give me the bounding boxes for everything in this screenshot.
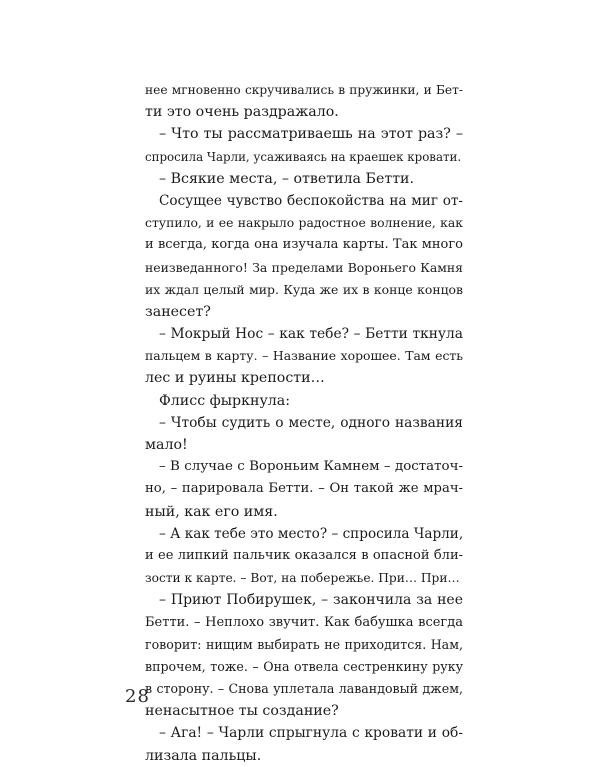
- text-line: ти это очень раздражало.: [145, 104, 339, 121]
- text-line: – Что ты рассматриваешь на этот раз? –: [159, 126, 463, 143]
- text-line: – А как тебе это место? – спросила Чарли,: [159, 525, 464, 542]
- text-line: и ее липкий пальчик оказался в опасной бли-: [145, 547, 463, 563]
- text-line: в сторону. – Снова уплетала лавандовый джем,: [145, 681, 463, 697]
- text-line: – Ага! – Чарли спрыгнула с кровати и об-: [159, 725, 463, 742]
- text-line: Сосущее чувство беспокойства на миг от-: [159, 192, 463, 209]
- text-line: – Всякие места, – ответила Бетти.: [159, 170, 415, 187]
- text-line: Бетти. – Неплохо звучит. Как бабушка всегда: [145, 614, 463, 630]
- text-line: ступило, и ее накрыло радостное волнение, как: [145, 215, 463, 231]
- text-line: – Чтобы судить о месте, одного названия: [159, 414, 463, 431]
- text-line: ный, как его имя.: [145, 503, 278, 520]
- text-line: неизведанного! За пределами Вороньего Камня: [145, 259, 463, 275]
- text-line: Флисс фыркнула:: [159, 392, 291, 409]
- text-line: зости к карте. – Вот, на побережье. При… При…: [145, 571, 460, 586]
- text-line: ненасытное ты создание?: [145, 703, 339, 720]
- text-line: занесет?: [145, 303, 211, 320]
- text-line: спросила Чарли, усаживаясь на краешек кровати.: [145, 149, 462, 164]
- text-line: – Приют Побирушек, – закончила за нее: [159, 592, 463, 609]
- text-line: нее мгновенно скручивались в пружинки, и Бет-: [145, 83, 463, 97]
- page-number: 28: [125, 686, 150, 707]
- text-line: пальцем в карту. – Название хорошее. Там есть: [145, 348, 463, 364]
- text-line: лес и руины крепости…: [145, 370, 325, 387]
- text-line: впрочем, тоже. – Она отвела сестренкину руку: [145, 658, 463, 674]
- text-line: и всегда, когда она изучала карты. Так много: [145, 237, 463, 253]
- text-line: – Мокрый Нос – как тебе? – Бетти ткнула: [159, 326, 463, 343]
- text-line: – В случае с Вороньим Камнем – достаточ-: [159, 459, 463, 475]
- text-line: их ждал целый мир. Куда же их в конце концов: [145, 281, 463, 297]
- text-line: но, – парировала Бетти. – Он такой же мрач-: [145, 481, 463, 497]
- text-line: лизала пальцы.: [145, 747, 262, 764]
- body-text: [145, 79, 463, 767]
- text-line: мало!: [145, 437, 188, 453]
- text-line: говорит: нищим выбирать не приходится. Нам,: [145, 636, 463, 652]
